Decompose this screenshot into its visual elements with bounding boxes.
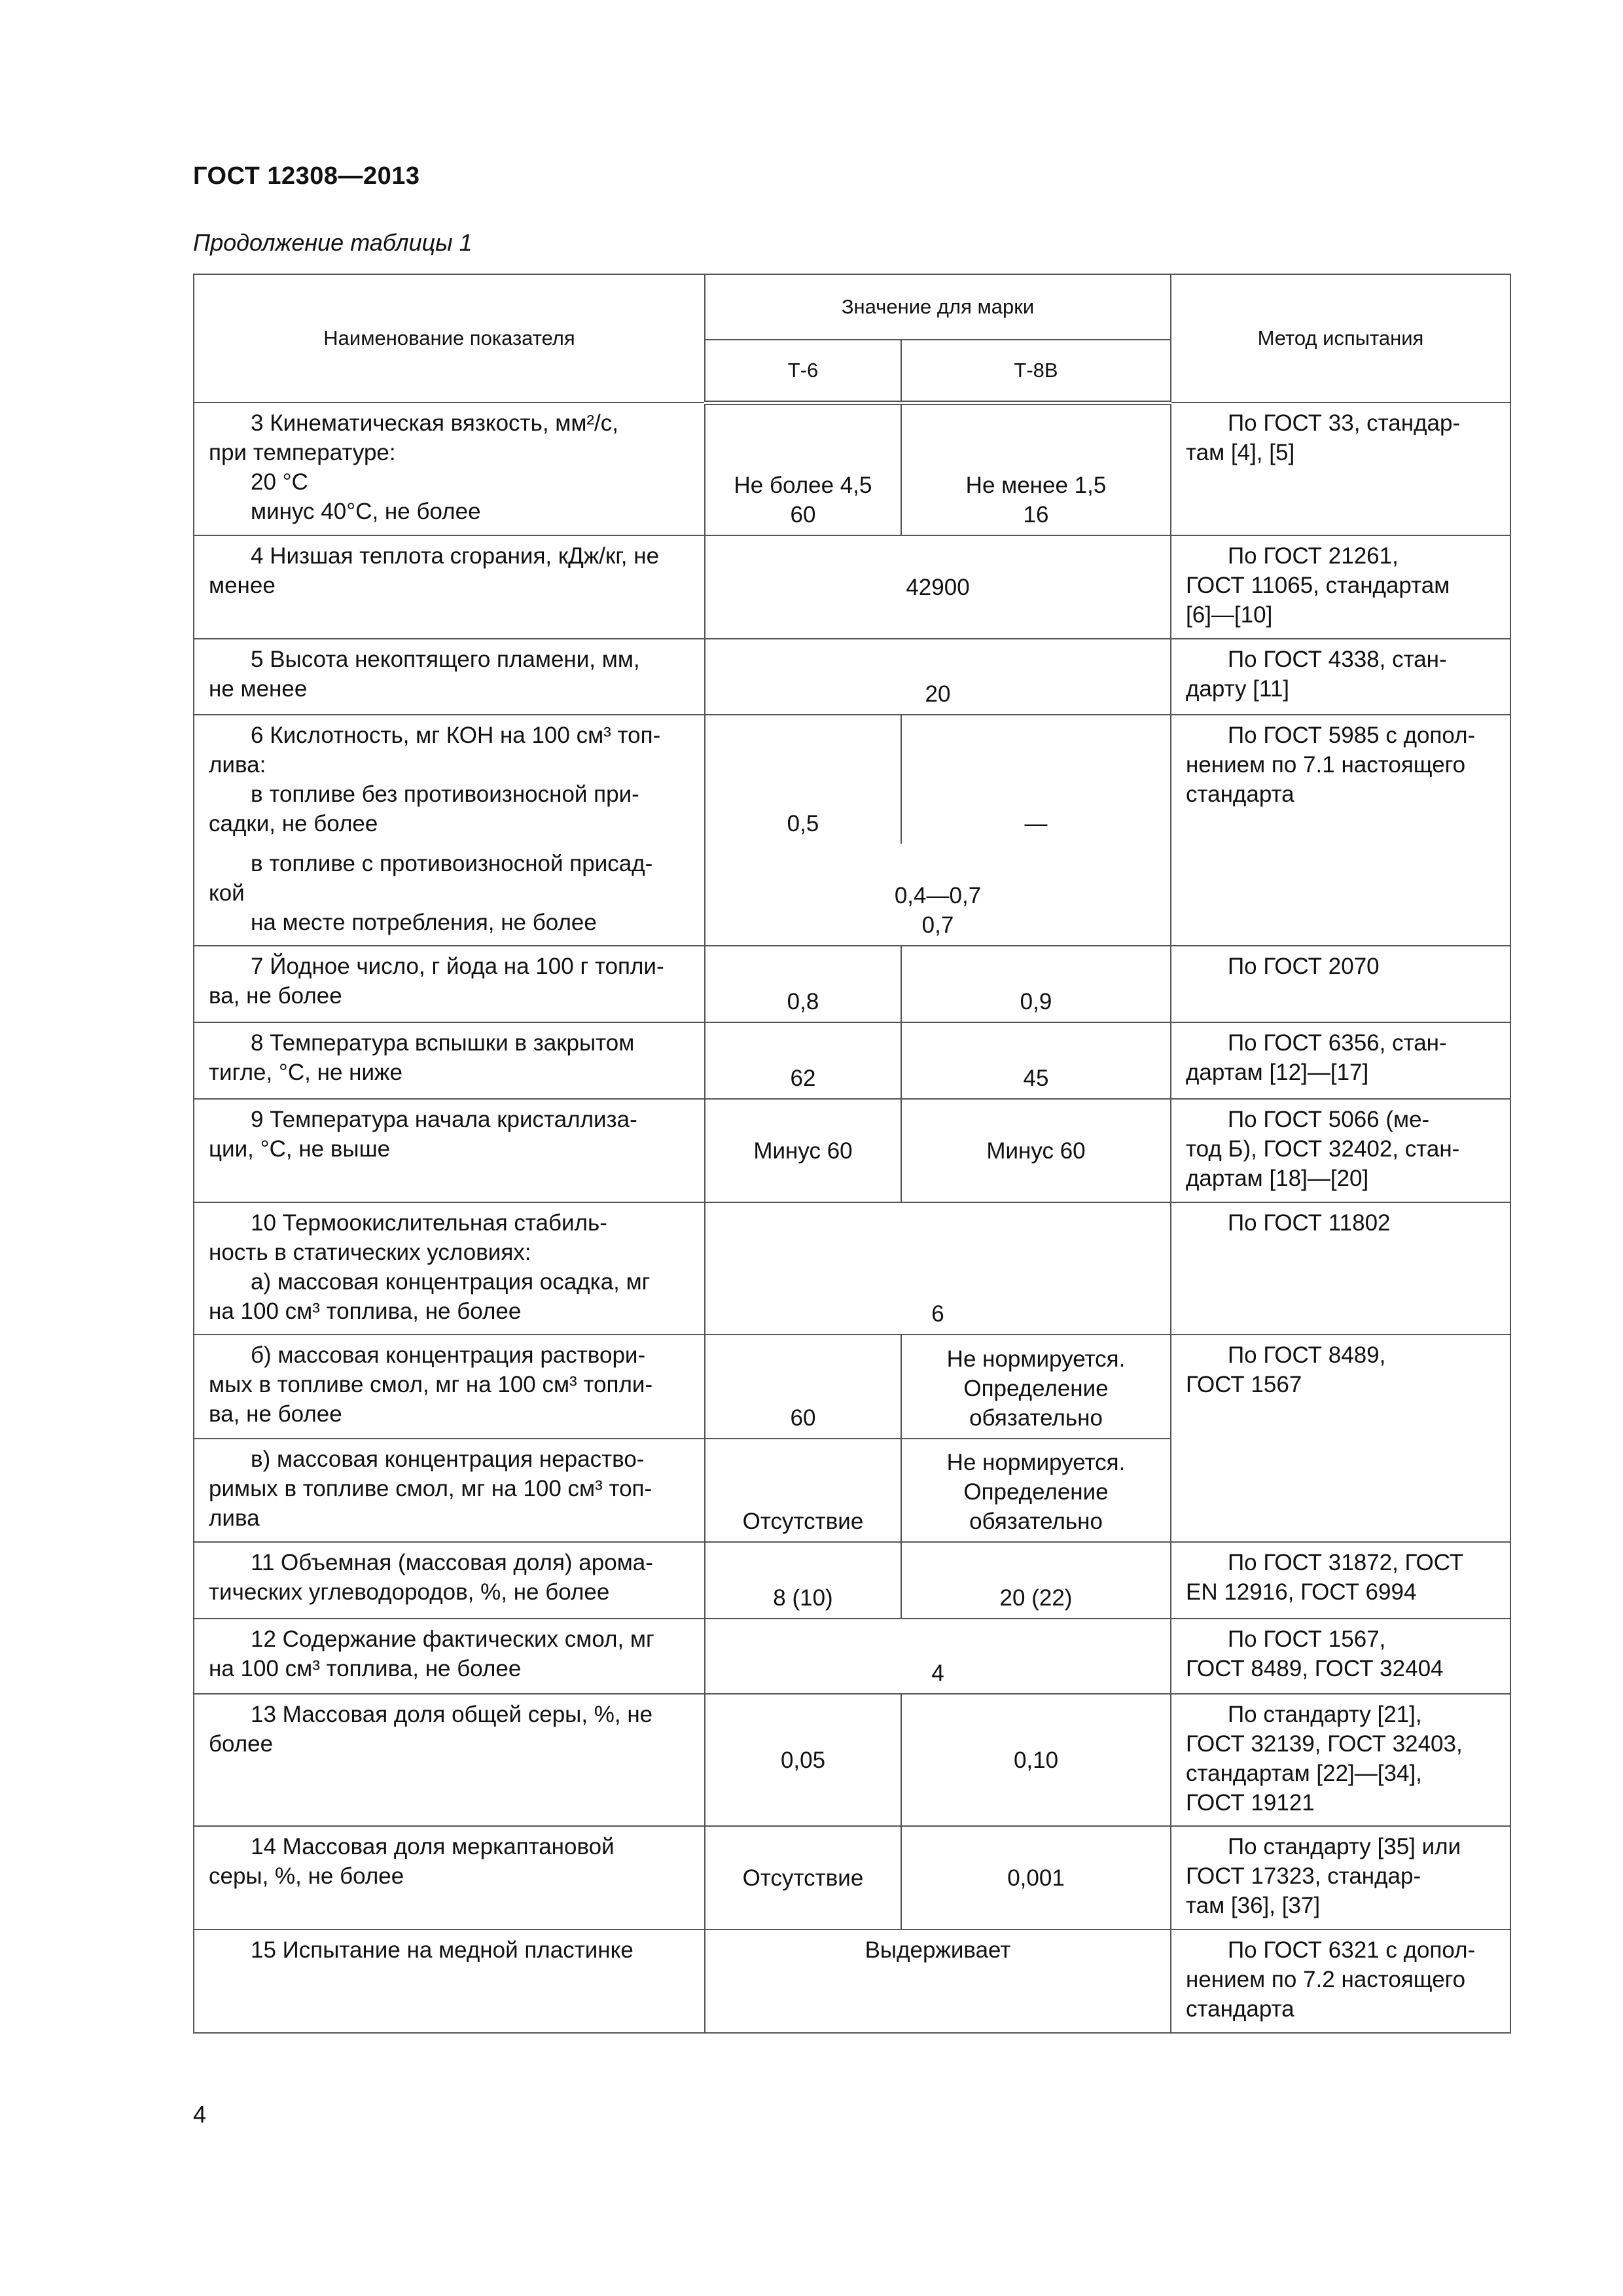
table-row xyxy=(194,715,1510,844)
row-8-name: 8 Температура вспышки в закрытом тигле, °С, не ниже xyxy=(194,1022,705,1099)
table-row xyxy=(194,1619,1510,1694)
table-row xyxy=(194,1022,1510,1099)
row-14-t8v: 0,001 xyxy=(901,1826,1171,1929)
row-6-t6: 0,5 xyxy=(705,715,901,844)
table-row xyxy=(194,1826,1510,1929)
row-3-t6: Не более 4,5 60 xyxy=(705,403,901,535)
row-8-method: По ГОСТ 6356, стан- дартам [12]—[17] xyxy=(1171,1022,1510,1099)
column-header-method: Метод испытания xyxy=(1171,274,1510,403)
table-row xyxy=(194,1542,1510,1619)
row-9-t6: Минус 60 xyxy=(705,1099,901,1202)
row-11-method: По ГОСТ 31872, ГОСТ EN 12916, ГОСТ 6994 xyxy=(1171,1542,1510,1619)
row-9-t8v: Минус 60 xyxy=(901,1099,1171,1202)
table-row xyxy=(194,946,1510,1022)
row-10a-value: 6 xyxy=(705,1202,1171,1335)
row-10b-t8v: Не нормируется. Определение обязательно xyxy=(901,1335,1171,1439)
row-5-method: По ГОСТ 4338, стан- дарту [11] xyxy=(1171,639,1510,715)
row-9-name: 9 Температура начала кристаллиза- ции, °С, не выше xyxy=(194,1099,705,1202)
row-10b-method: По ГОСТ 8489, ГОСТ 1567 xyxy=(1171,1335,1510,1542)
row-10c-t8v: Не нормируется. Определение обязательно xyxy=(901,1439,1171,1542)
row-4-method: По ГОСТ 21261, ГОСТ 11065, стандартам [6]—[10] xyxy=(1171,535,1510,639)
column-header-t6: Т-6 xyxy=(705,340,901,403)
row-11-t6: 8 (10) xyxy=(705,1542,901,1619)
row-7-name: 7 Йодное число, г йода на 100 г топли- ва, не более xyxy=(194,946,705,1022)
row-12-value: 4 xyxy=(705,1619,1171,1694)
row-15-value: Выдерживает xyxy=(705,1929,1171,2033)
row-14-t6: Отсутствие xyxy=(705,1826,901,1929)
row-3-method: По ГОСТ 33, стандар- там [4], [5] xyxy=(1171,403,1510,535)
page-number: 4 xyxy=(193,2101,207,2128)
row-6-sub-values: 0,4—0,7 0,7 xyxy=(705,844,1171,946)
row-8-t8v: 45 xyxy=(901,1022,1171,1099)
row-15-method: По ГОСТ 6321 с допол- нением по 7.2 настоящего стандарта xyxy=(1171,1929,1510,2033)
column-header-t8v: Т-8В xyxy=(901,340,1171,403)
row-11-name: 11 Объемная (массовая доля) арома- тических углеводородов, %, не более xyxy=(194,1542,705,1619)
table-row xyxy=(194,1694,1510,1826)
table-row xyxy=(194,1099,1510,1202)
table-row xyxy=(194,403,1510,535)
row-15-name: 15 Испытание на медной пластинке xyxy=(194,1929,705,2033)
column-header-value-group: Значение для марки xyxy=(705,274,1171,340)
row-9-method: По ГОСТ 5066 (ме- тод Б), ГОСТ 32402, стан- дартам [18]—[20] xyxy=(1171,1099,1510,1202)
row-4-value: 42900 xyxy=(705,535,1171,639)
row-10-name: 10 Термоокислительная стабиль- ность в статических условиях: а) массовая концентрация осадка, мг на 100 см³ топлива, не более xyxy=(194,1202,705,1335)
table-row xyxy=(194,1929,1510,2033)
row-14-method: По стандарту [35] или ГОСТ 17323, стандар- там [36], [37] xyxy=(1171,1826,1510,1929)
row-7-method: По ГОСТ 2070 xyxy=(1171,946,1510,1022)
document-code: ГОСТ 12308—2013 xyxy=(193,162,420,190)
row-10b-name: б) массовая концентрация раствори- мых в топливе смол, мг на 100 см³ топли- ва, не более xyxy=(194,1335,705,1439)
row-10a-method: По ГОСТ 11802 xyxy=(1171,1202,1510,1335)
table-row xyxy=(194,639,1510,715)
row-6-t8v: — xyxy=(901,715,1171,844)
table-row xyxy=(194,1335,1510,1439)
row-10c-t6: Отсутствие xyxy=(705,1439,901,1542)
row-13-method: По стандарту [21], ГОСТ 32139, ГОСТ 32403, стандартам [22]—[34], ГОСТ 19121 xyxy=(1171,1694,1510,1826)
row-10b-t6: 60 xyxy=(705,1335,901,1439)
row-11-t8v: 20 (22) xyxy=(901,1542,1171,1619)
row-13-name: 13 Массовая доля общей серы, %, не более xyxy=(194,1694,705,1826)
row-13-t6: 0,05 xyxy=(705,1694,901,1826)
row-14-name: 14 Массовая доля меркаптановой серы, %, не более xyxy=(194,1826,705,1929)
column-header-name: Наименование показателя xyxy=(194,274,705,403)
row-7-t6: 0,8 xyxy=(705,946,901,1022)
table-row xyxy=(194,535,1510,639)
row-3-t8v: Не менее 1,5 16 xyxy=(901,403,1171,535)
specification-table xyxy=(193,274,1511,2034)
row-7-t8v: 0,9 xyxy=(901,946,1171,1022)
row-6-sub-name: в топливе с противоизносной присад- кой на месте потребления, не более xyxy=(194,844,705,946)
row-5-value: 20 xyxy=(705,639,1171,715)
row-10c-name: в) массовая концентрация нераство- римых в топливе смол, мг на 100 см³ топ- лива xyxy=(194,1439,705,1542)
row-13-t8v: 0,10 xyxy=(901,1694,1171,1826)
row-5-name: 5 Высота некоптящего пламени, мм, не менее xyxy=(194,639,705,715)
row-12-method: По ГОСТ 1567, ГОСТ 8489, ГОСТ 32404 xyxy=(1171,1619,1510,1694)
row-12-name: 12 Содержание фактических смол, мг на 100 см³ топлива, не более xyxy=(194,1619,705,1694)
row-3-name: 3 Кинематическая вязкость, мм²/с, при температуре: 20 °С минус 40°С, не более xyxy=(194,403,705,535)
row-6-name: 6 Кислотность, мг КОН на 100 см³ топ- лива: в топливе без противоизносной при- садки, не более xyxy=(194,715,705,844)
table-continuation-caption: Продолжение таблицы 1 xyxy=(193,229,473,256)
row-6-method: По ГОСТ 5985 с допол- нением по 7.1 настоящего стандарта xyxy=(1171,715,1510,946)
table-row xyxy=(194,1202,1510,1335)
row-8-t6: 62 xyxy=(705,1022,901,1099)
row-4-name: 4 Низшая теплота сгорания, кДж/кг, не менее xyxy=(194,535,705,639)
